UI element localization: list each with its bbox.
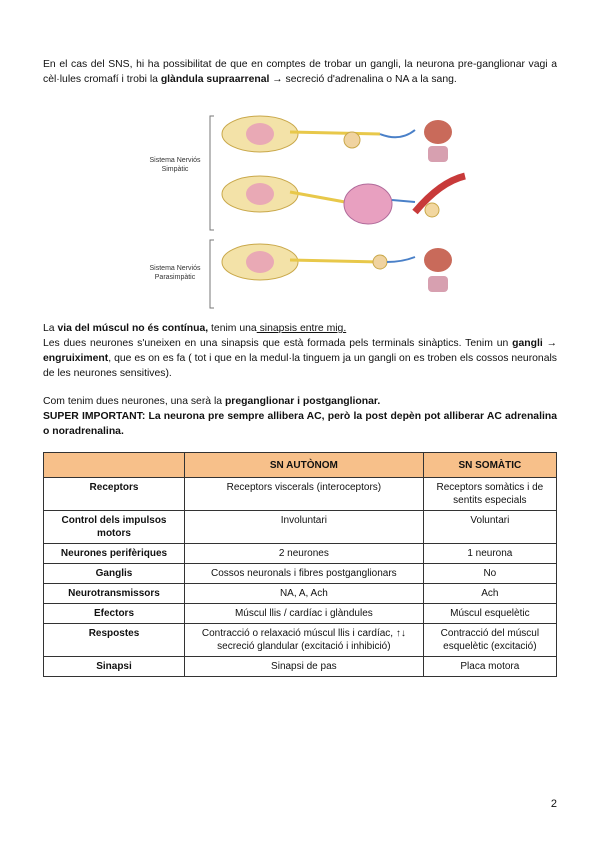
table-row: Efectors Múscul llis / cardíac i glàndules Múscul esquelètic xyxy=(44,604,557,624)
table-row: Neurones perifèriques 2 neurones 1 neurona xyxy=(44,544,557,564)
super-important-note: SUPER IMPORTANT: La neurona pre sempre allibera AC, però la post depèn pot alliberar AC adrenalina o noradrenalina. xyxy=(43,411,557,437)
table-row: Ganglis Cossos neuronals i fibres postganglionars No xyxy=(44,564,557,584)
comparison-table xyxy=(43,452,557,677)
table-row: Neurotransmissors NA, A, Ach Ach xyxy=(44,584,557,604)
intro-bold: glàndula supraarrenal xyxy=(160,74,270,85)
figure-illustration xyxy=(140,112,470,312)
label-parasympathetic: Sistema Nerviós Parasimpàtic xyxy=(149,265,201,281)
table-row: Sinapsi Sinapsi de pas Placa motora xyxy=(44,657,557,677)
table-row: Respostes Contracció o relaxació múscul llis i cardíac, ↑↓ secreció glandular (excitació i inhibició) Contracció del múscul esquelètic (excitació) xyxy=(44,624,557,657)
nervous-system-figure xyxy=(140,112,470,312)
header-somatic: SN SOMÀTIC xyxy=(423,453,556,478)
table-header-row xyxy=(44,453,557,478)
intro-paragraph: En el cas del SNS, hi ha possibilitat de que en comptes de trobar un gangli, la neurona pre-ganglionar vagi a cèl·lules cromafí i trobi la glàndula supraarrenal → secreció d'adrenalina o NA a la sang. xyxy=(43,59,557,85)
page-number: 2 xyxy=(550,798,557,810)
label-sympathetic: Sistema Nerviós Simpàtic xyxy=(149,157,201,173)
table-row: Control dels impulsos motors Involuntari Voluntari xyxy=(44,511,557,544)
pathway-paragraph: La via del múscul no és contínua, tenim una sinapsis entre mig. Les dues neurones s'uneixen en una sinapsis que està formada pels terminals sinàptics. Tenim un gangli → engruiximent, que es on es fa ( tot i que en la medul·la tinguem ja un gangli on es troben els cossos neuronals de les neurones sensitives). xyxy=(43,323,557,379)
header-autonom: SN AUTÒNOM xyxy=(185,453,424,478)
table-row: Receptors Receptors viscerals (interoceptors) Receptors somàtics i de sentits especials xyxy=(44,478,557,511)
neurons-paragraph: Com tenim dues neurones, una serà la preganglionar i postganglionar. SUPER IMPORTANT: La neurona pre sempre allibera AC, però la post depèn pot alliberar AC adrenalina o noradrenalina. xyxy=(43,396,557,437)
